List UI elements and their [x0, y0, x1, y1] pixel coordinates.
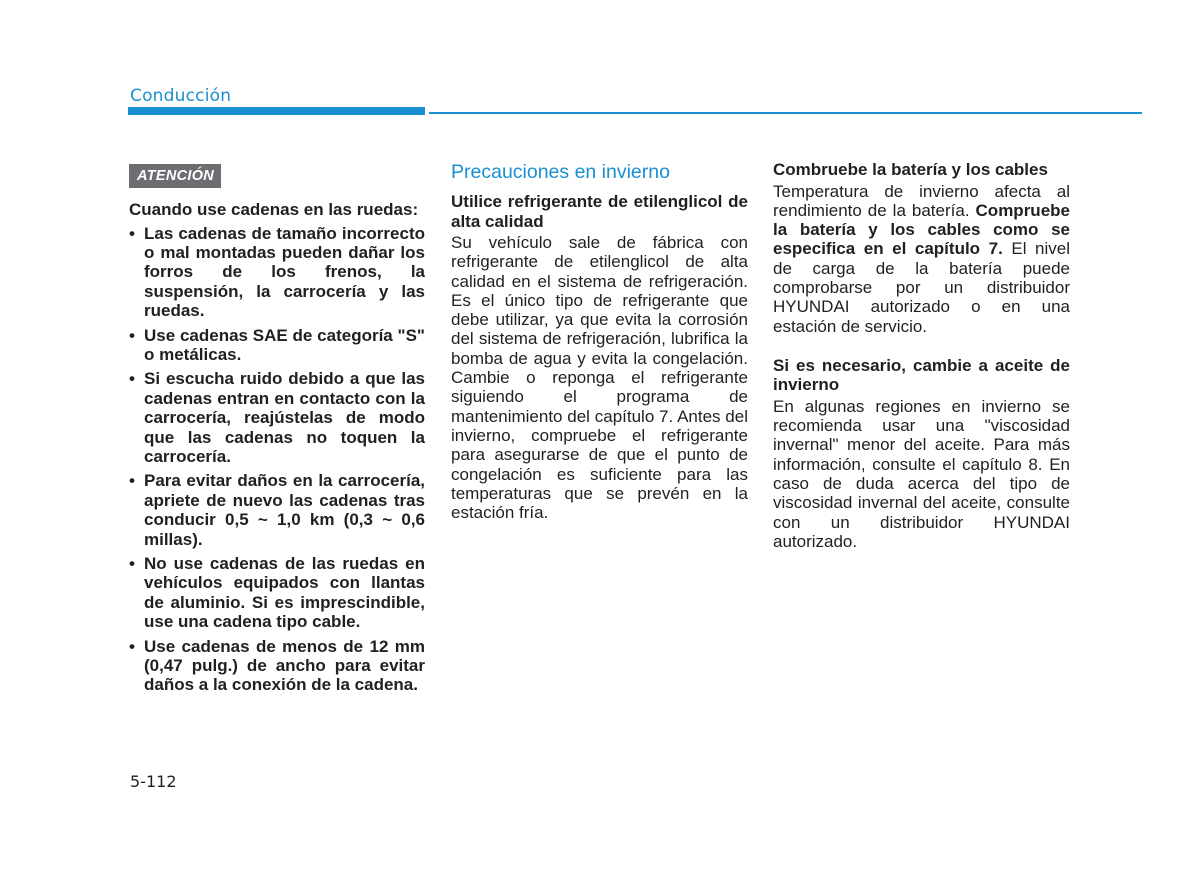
- bullet-icon: •: [129, 471, 135, 491]
- battery-text: [773, 182, 1070, 336]
- bullet-icon: •: [129, 554, 135, 573]
- caution-item-text: Las cadenas de tamaño incorrecto o mal montadas pueden dañar los forros de los frenos, la suspensión, la carrocería y las ruedas.: [144, 223, 425, 321]
- winter-column: [451, 160, 748, 522]
- list-item: [129, 326, 425, 365]
- caution-item-text: Si escucha ruido debido a que las cadenas entran en contacto con la carrocería, reajústelas de modo que las cadenas no toquen la carrocería.: [144, 369, 425, 466]
- section-title: Precauciones en invierno: [451, 161, 670, 183]
- oil-text: En algunas regiones en invierno se recomienda usar una "viscosidad invernal" menor del aceite. Para más información, consulte el capítulo 8. En caso de duda acerca del tipo de viscosidad invernal del aceite, consulte con un distribuidor HYUNDAI autorizado.: [773, 396, 1070, 551]
- coolant-heading: Utilice refrigerante de etilenglicol de alta calidad: [451, 192, 748, 231]
- caution-list: [129, 224, 425, 695]
- page-number: 5-112: [130, 772, 177, 791]
- bullet-icon: •: [129, 223, 135, 243]
- battery-text-emphasis: Compruebe la batería y los cables como se especifica en el capítulo 7.: [773, 200, 1070, 259]
- caution-item-text: Para evitar daños en la carrocería, apriete de nuevo las cadenas tras conducir 0,5 ~ 1,0 km (0,3 ~ 0,6 millas).: [144, 471, 425, 549]
- caution-column: [129, 160, 425, 700]
- caution-badge: ATENCIÓN: [129, 164, 221, 188]
- list-item: [129, 471, 425, 549]
- battery-heading: Combruebe la batería y los cables: [773, 160, 1048, 179]
- bullet-icon: •: [129, 369, 135, 389]
- list-item: [129, 637, 425, 695]
- header-accent-bar: [128, 107, 425, 115]
- spacer: [773, 336, 1070, 356]
- bullet-icon: •: [129, 636, 135, 656]
- list-item: [129, 224, 425, 321]
- coolant-text: Su vehículo sale de fábrica con refrigerante de etilenglicol de alta calidad en el sistema de refrigeración. Es el único tipo de refrigerante que debe utilizar, ya que evita la corrosión del sistema de refrigeración, lubrifica la bomba de agua y evita la congelación. Cambie o reponga el refrigerante siguiendo el programa de mantenimiento del capítulo 7. Antes del invierno, compruebe el refrigerante para asegurarse de que el punto de congelación es suficiente para las temperaturas que se prevén en la estación fría.: [451, 233, 748, 523]
- caution-item-text: No use cadenas de las ruedas en vehículos equipados con llantas de aluminio. Si es imprescindible, use una cadena tipo cable.: [144, 554, 425, 632]
- chapter-title: Conducción: [130, 86, 232, 106]
- battery-text-detail: El nivel de carga de la batería puede comprobarse por un distribuidor HYUNDAI autorizado o en una estación de servicio.: [773, 239, 1070, 336]
- list-item: [129, 554, 425, 632]
- caution-intro: Cuando use cadenas en las ruedas:: [129, 200, 419, 219]
- caution-item-text: Use cadenas de menos de 12 mm (0,47 pulg.) de ancho para evitar daños a la conexión de la cadena.: [144, 636, 425, 695]
- oil-heading: Si es necesario, cambie a aceite de invierno: [773, 355, 1070, 395]
- caution-item-text: Use cadenas SAE de categoría "S" o metálicas.: [144, 325, 425, 364]
- bullet-icon: •: [129, 325, 135, 345]
- header-rule: [429, 112, 1142, 114]
- battery-oil-column: [773, 160, 1070, 551]
- battery-text-intro: Temperatura de invierno afecta al rendimiento de la batería.: [773, 181, 1070, 220]
- list-item: [129, 369, 425, 466]
